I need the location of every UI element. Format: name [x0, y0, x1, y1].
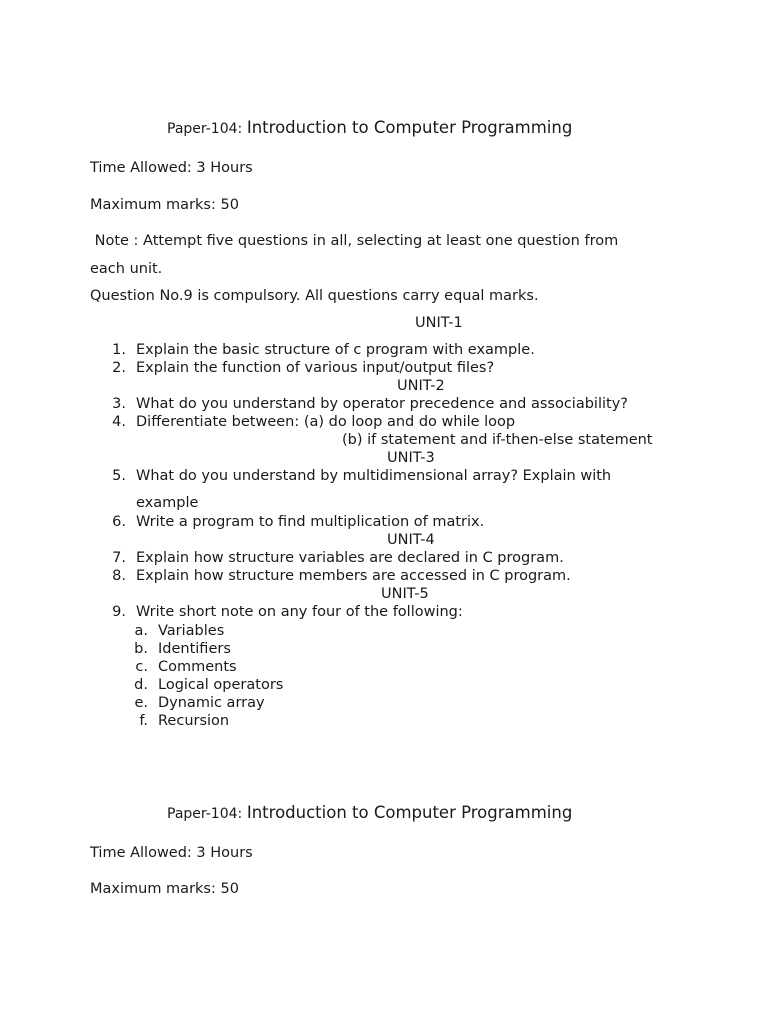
unit-1-heading: UNIT-1: [415, 315, 463, 331]
question-text: What do you understand by multidimensional array? Explain with: [136, 468, 612, 484]
question-1: [0, 341, 768, 359]
subitem-c: [0, 658, 768, 676]
subitem-letter: c.: [135, 659, 148, 675]
question-number: 9.: [112, 604, 126, 620]
question-6: [0, 513, 768, 531]
subitem-e: [0, 694, 768, 712]
question-text: Differentiate between: (a) do loop and do while loop: [136, 414, 516, 430]
compulsory-note: Question No.9 is compulsory. All questions carry equal marks.: [90, 288, 539, 304]
subitem-text: Logical operators: [158, 677, 284, 693]
question-4-part-b: (b) if statement and if-then-else statement: [342, 432, 653, 448]
subitem-d: [0, 676, 768, 694]
question-number: 2.: [112, 360, 126, 376]
question-text: Explain the basic structure of c program with example.: [136, 342, 535, 358]
question-number: 3.: [112, 396, 126, 412]
paper-code: Paper-104:: [167, 121, 243, 137]
question-9: [0, 603, 768, 621]
unit-5-heading: UNIT-5: [381, 586, 429, 602]
paper-subject: Introduction to Computer Programming: [246, 803, 573, 822]
question-8: [0, 567, 768, 585]
paper-title-repeat: [167, 804, 572, 823]
subitem-text: Comments: [158, 659, 237, 675]
question-3: [0, 395, 768, 413]
subitem-letter: b.: [134, 641, 148, 657]
question-5-continuation: example: [136, 495, 199, 511]
subitem-letter: d.: [134, 677, 148, 693]
question-2: [0, 359, 768, 377]
question-4: [0, 413, 768, 431]
question-number: 4.: [112, 414, 126, 430]
question-text: Explain the function of various input/output files?: [136, 360, 495, 376]
maximum-marks: Maximum marks: 50: [90, 197, 239, 213]
paper-subject: Introduction to Computer Programming: [246, 118, 573, 137]
subitem-text: Identifiers: [158, 641, 231, 657]
note-line-2: each unit.: [90, 261, 163, 277]
unit-4-heading: UNIT-4: [387, 532, 435, 548]
paper-title: [167, 119, 572, 138]
question-number: 8.: [112, 568, 126, 584]
question-text: Explain how structure variables are declared in C program.: [136, 550, 564, 566]
question-7: [0, 549, 768, 567]
subitem-letter: e.: [134, 695, 148, 711]
question-text: Write a program to find multiplication of matrix.: [136, 514, 485, 530]
question-number: 1.: [112, 342, 126, 358]
subitem-a: [0, 622, 768, 640]
subitem-f: [0, 712, 768, 730]
question-number: 5.: [112, 468, 126, 484]
unit-3-heading: UNIT-3: [387, 450, 435, 466]
question-text: What do you understand by operator precedence and associability?: [136, 396, 628, 412]
time-allowed-repeat: Time Allowed: 3 Hours: [90, 845, 253, 861]
question-number: 6.: [112, 514, 126, 530]
subitem-text: Dynamic array: [158, 695, 265, 711]
paper-code: Paper-104:: [167, 806, 243, 822]
maximum-marks-repeat: Maximum marks: 50: [90, 881, 239, 897]
subitem-text: Recursion: [158, 713, 230, 729]
subitem-text: Variables: [158, 623, 225, 639]
subitem-letter: a.: [134, 623, 148, 639]
time-allowed: Time Allowed: 3 Hours: [90, 160, 253, 176]
question-text: Write short note on any four of the following:: [136, 604, 463, 620]
subitem-b: [0, 640, 768, 658]
question-number: 7.: [112, 550, 126, 566]
question-5: [0, 467, 768, 485]
question-text: Explain how structure members are accessed in C program.: [136, 568, 571, 584]
subitem-letter: f.: [139, 713, 148, 729]
note-line-1: Note : Attempt five questions in all, selecting at least one question from: [90, 233, 619, 249]
unit-2-heading: UNIT-2: [397, 378, 445, 394]
